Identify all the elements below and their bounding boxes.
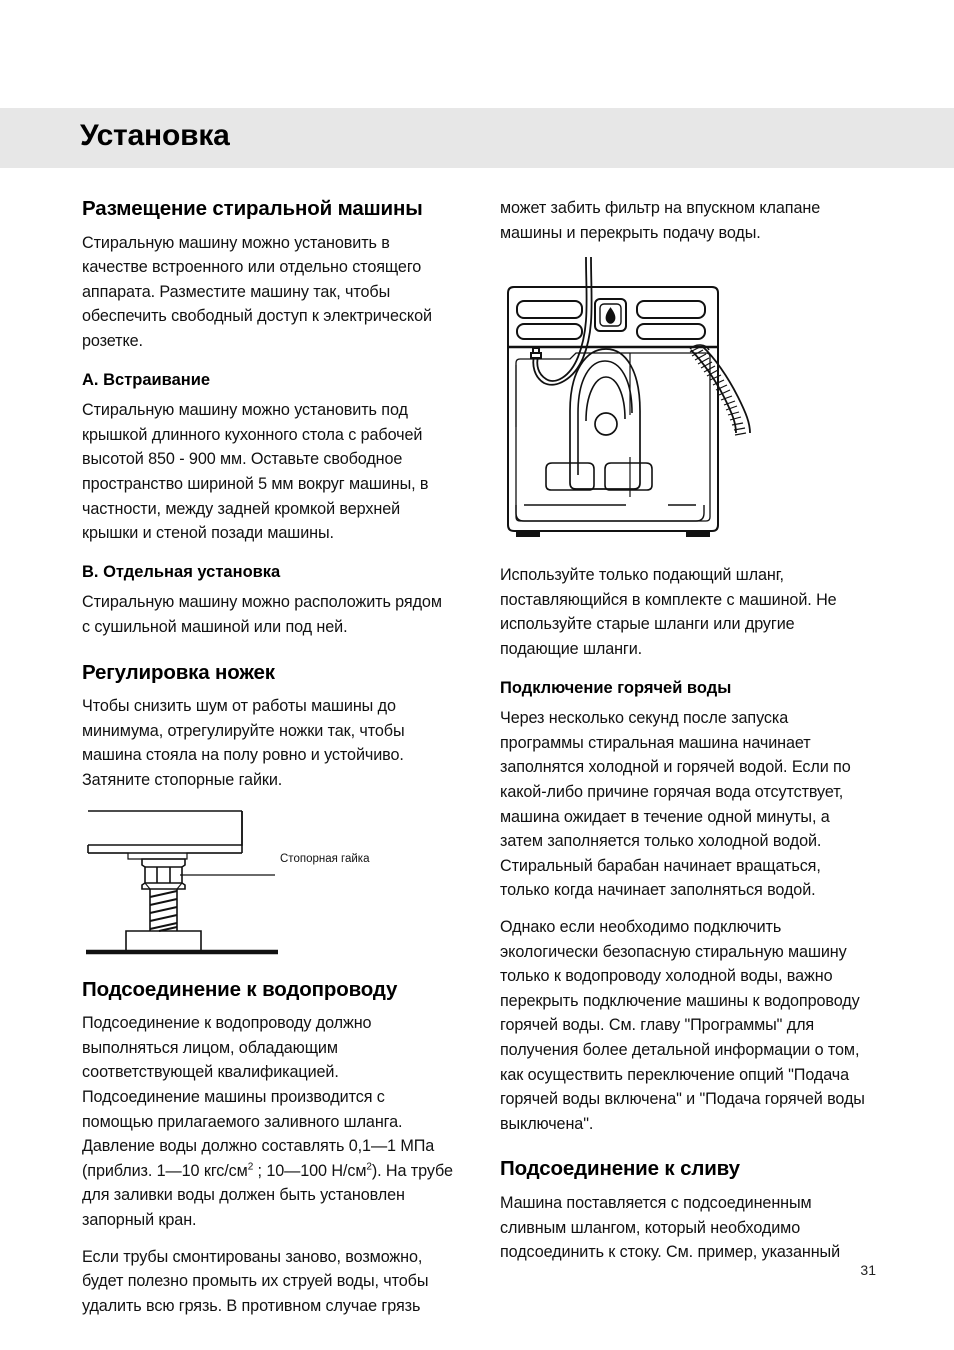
paragraph-water-supply-connection [82, 1011, 454, 1232]
paragraph-hot-water-fill: Через несколько секунд после запуска программы стиральная машина начинает заполнятся холодной и горячей водой. Если по какой-либо причине горячая вода отсутствует, машина ожидает в течение одной минуты, а затем заполняется только холодной водой. Стиральный барабан начинает вращаться, только когда начинает заполняться водой. [500, 709, 851, 900]
page-title: Установка [80, 119, 230, 152]
adjustable-foot-svg [82, 809, 454, 957]
water-pressure-text-part1: Подсоединение к водопроводу должно выполняться лицом, обладающим соответствующей квалификацией. Подсоединение машины производится с помощью прилагаемого заливного шланга. Давление воды должно составлять 0,1—1 МПа (приблиз. 1—10 кгс/см [82, 1014, 435, 1180]
paragraph-freestanding: Стиральную машину можно расположить рядом с сушильной машиной или под ней. [82, 593, 442, 636]
heading-built-in: А. Встраивание [82, 370, 211, 389]
paragraph-drain-connection: Машина поставляется с подсоединенным сливным шлангом, который необходимо подсоединить к стоку. См. пример, указанный [500, 1193, 841, 1262]
heading-water-supply-connection: Подсоединение к водопроводу [82, 977, 398, 1001]
heading-hot-water-connection: Подключение горячей воды [500, 678, 732, 697]
paragraph-pipe-flushing: Если трубы смонтированы заново, возможно, будет полезно промыть их струей воды, чтобы удалить всю грязь. В противном случае грязь [82, 1247, 429, 1315]
washing-machine-rear-view-diagram [500, 257, 872, 549]
washing-machine-rear-view-svg [500, 257, 872, 549]
paragraph-use-supplied-hose: Используйте только подающий шланг, поставляющийся в комплекте с машиной. Не используйте старые шланги или другие подающие шланги. [500, 566, 837, 658]
paragraph-cold-water-only: Однако если необходимо подключить экологически безопасную стиральную машину только к водопроводу холодной воды, важно перекрыть подключение машины к водопроводу горячей воды. См. главу "Программы" для получения более детальной информации о том, как осуществить переключение опций "Подача горячей воды включена" и "Подача горячей воды выключена". [500, 917, 865, 1133]
paragraph-filter-clog-continuation: может забить фильтр на впускном клапане машины и перекрыть подачу воды. [500, 199, 821, 242]
figure-caption-lock-nut: Стопорная гайка [280, 852, 370, 865]
paragraph-machine-placement: Стиральную машину можно установить в качестве встроенного или отдельно стоящего аппарата. Разместите машину так, чтобы обеспечить свободный доступ к электрической розетке. [82, 233, 432, 350]
adjustable-foot-diagram [82, 809, 454, 957]
paragraph-feet-adjustment: Чтобы снизить шум от работы машины до минимума, отрегулируйте ножки так, чтобы машина стояла на полу ровно и устойчиво. Затяните стопорные гайки. [82, 697, 405, 789]
left-column [82, 196, 454, 1318]
superscript-square-1: 2 [247, 1161, 254, 1173]
right-column [500, 196, 872, 1265]
water-pressure-text-part3: ). На трубе для заливки воды должен быть установлен запорный кран. [82, 1161, 453, 1229]
superscript-square-2: 2 [366, 1161, 372, 1173]
heading-feet-adjustment: Регулировка ножек [82, 660, 275, 684]
heading-machine-placement: Размещение стиральной машины [82, 197, 423, 220]
page-number: 31 [860, 1262, 876, 1278]
water-pressure-text-part2: ; 10—100 Н/см [253, 1161, 367, 1180]
heading-freestanding: В. Отдельная установка [82, 562, 281, 581]
paragraph-built-in: Стиральную машину можно установить под крышкой длинного кухонного стола с рабочей высотой 850 - 900 мм. Оставьте свободное пространство шириной 5 мм вокруг машины, в частности, между задней кромкой верхней крышки и стеной позади машины. [82, 401, 429, 543]
heading-drain-connection: Подсоединение к сливу [500, 1157, 740, 1181]
